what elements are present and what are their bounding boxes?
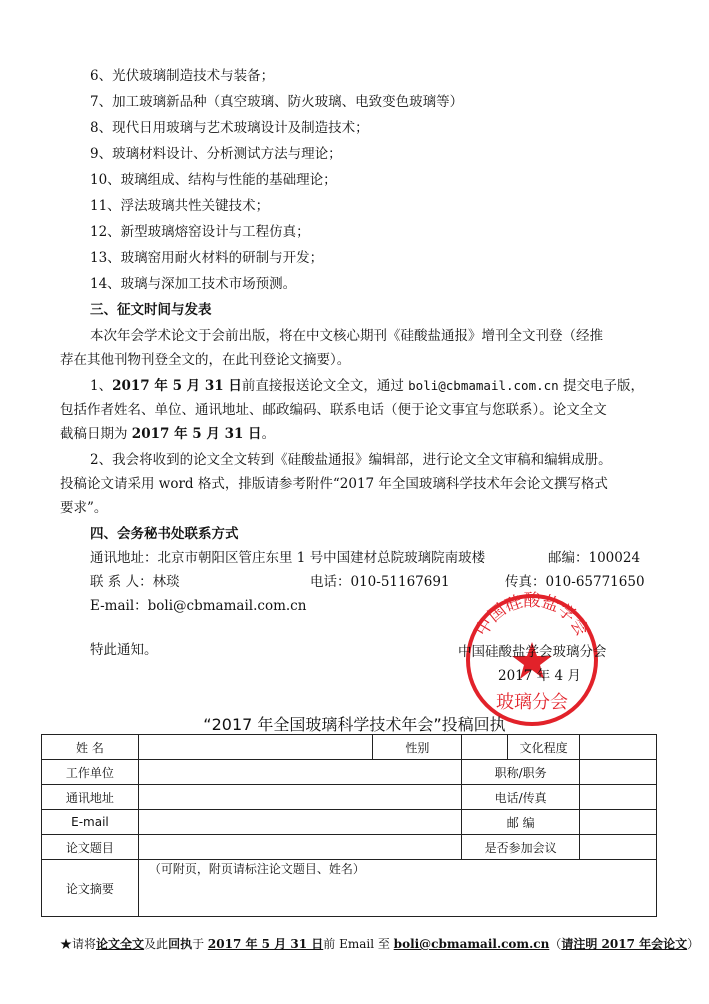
paper-field[interactable] [138, 835, 461, 860]
unit-field[interactable] [138, 760, 461, 785]
contact-email[interactable]: E-mail：boli@cbmamail.com.cn [90, 598, 307, 614]
official-seal [462, 590, 602, 730]
paragraph-line: 截稿日期为 2017 年 5 月 31 日。 [60, 426, 276, 442]
label-address: 通讯地址 [42, 785, 139, 810]
seal-bottom-text: 玻璃分会 [496, 692, 568, 713]
education-field[interactable] [580, 735, 657, 760]
label-postcode: 邮 编 [462, 810, 580, 835]
paragraph-line: 本次年会学术论文于会前出版，将在中文核心期刊《硅酸盐通报》增刊全文刊登（经推 [90, 328, 603, 344]
email-link[interactable]: boli@cbmamail.com.cn [408, 378, 559, 393]
contact-person: 联 系 人：林琰 [90, 574, 180, 590]
label-unit: 工作单位 [42, 760, 139, 785]
phone-field[interactable] [580, 785, 657, 810]
paragraph-line: 荐在其他刊物刊登全文的，在此刊登论文摘要）。 [60, 352, 351, 368]
paragraph-line: 要求”。 [60, 500, 108, 516]
paragraph-line: 2、我会将收到的论文全文转到《硅酸盐通报》编辑部，进行论文全文审稿和编辑成册。 [90, 452, 612, 468]
paragraph-line: 1、2017 年 5 月 31 日前直接报送论文全文，通过 boli@cbmamail.com.cn 提交电子版， [90, 378, 644, 394]
topic-item: 7、加工玻璃新品种（真空玻璃、防火玻璃、电致变色玻璃等） [90, 94, 464, 110]
footer-email-link[interactable]: boli@cbmamail.com.cn [393, 937, 550, 951]
contact-postcode: 邮编：100024 [548, 550, 641, 566]
deadline-date: 2017 年 5 月 31 日 [131, 426, 262, 442]
label-title-job: 职称/职务 [462, 760, 580, 785]
contact-phone: 电话：010-51167691 [310, 574, 450, 590]
topic-item: 12、新型玻璃熔窑设计与工程仿真； [90, 224, 310, 240]
label-email: E-mail [42, 810, 139, 835]
topic-item: 8、现代日用玻璃与艺术玻璃设计及制造技术； [90, 120, 369, 136]
gender-field[interactable] [462, 735, 508, 760]
topic-item: 9、玻璃材料设计、分析测试方法与理论； [90, 146, 342, 162]
name-field[interactable] [138, 735, 373, 760]
paragraph-line: 包括作者姓名、单位、通讯地址、邮政编码、联系电话（便于论文事宜与您联系）。论文全文 [60, 402, 607, 418]
email-field[interactable] [138, 810, 461, 835]
address-field[interactable] [138, 785, 461, 810]
abstract-field[interactable] [138, 860, 656, 917]
section-heading: 三、征文时间与发表 [90, 302, 212, 318]
topic-item: 6、光伏玻璃制造技术与装备； [90, 68, 275, 84]
label-paper: 论文题目 [42, 835, 139, 860]
signature-date: 2017 年 4 月 [498, 668, 581, 684]
signature-org: 中国硅酸盐学会玻璃分会 [458, 644, 607, 660]
contact-address: 通讯地址：北京市朝阳区管庄东里 1 号中国建材总院玻璃院南玻楼 [90, 550, 486, 566]
label-phone: 电话/传真 [462, 785, 580, 810]
title-job-field[interactable] [580, 760, 657, 785]
topic-item: 11、浮法玻璃共性关键技术； [90, 198, 270, 214]
label-attend: 是否参加会议 [462, 835, 580, 860]
postcode-field[interactable] [580, 810, 657, 835]
contact-fax: 传真：010-65771650 [505, 574, 645, 590]
attend-field[interactable] [580, 835, 657, 860]
deadline-date: 2017 年 5 月 31 日 [112, 378, 242, 394]
section-heading: 四、会务秘书处联系方式 [90, 526, 239, 542]
label-name: 姓 名 [42, 735, 139, 760]
seal-top-text: 中国硅酸盐学会 [472, 591, 592, 640]
star-icon: ★ [60, 937, 73, 951]
topic-item: 13、玻璃窑用耐火材料的研制与开发； [90, 250, 324, 266]
label-gender: 性别 [373, 735, 462, 760]
topic-item: 14、玻璃与深加工技术市场预测。 [90, 276, 297, 292]
paragraph-line: 投稿论文请采用 word 格式，排版请参考附件“2017 年全国玻璃科学技术年会论文撰写格式 [60, 476, 608, 492]
submission-form [41, 734, 657, 917]
form-title: “2017 年全国玻璃科学技术年会”投稿回执 [203, 715, 506, 734]
notice-text: 特此通知。 [90, 642, 158, 658]
topic-item: 10、玻璃组成、结构与性能的基础理论； [90, 172, 337, 188]
abstract-note: （可附页，附页请标注论文题目、姓名） [148, 862, 365, 876]
label-abstract: 论文摘要 [42, 860, 139, 917]
label-education: 文化程度 [508, 735, 580, 760]
footer-note: ★请将论文全文及此回执于 2017 年 5 月 31 日前 Email 至 boli@cbmamail.com.cn（请注明 2017 年会论文） [60, 937, 700, 951]
